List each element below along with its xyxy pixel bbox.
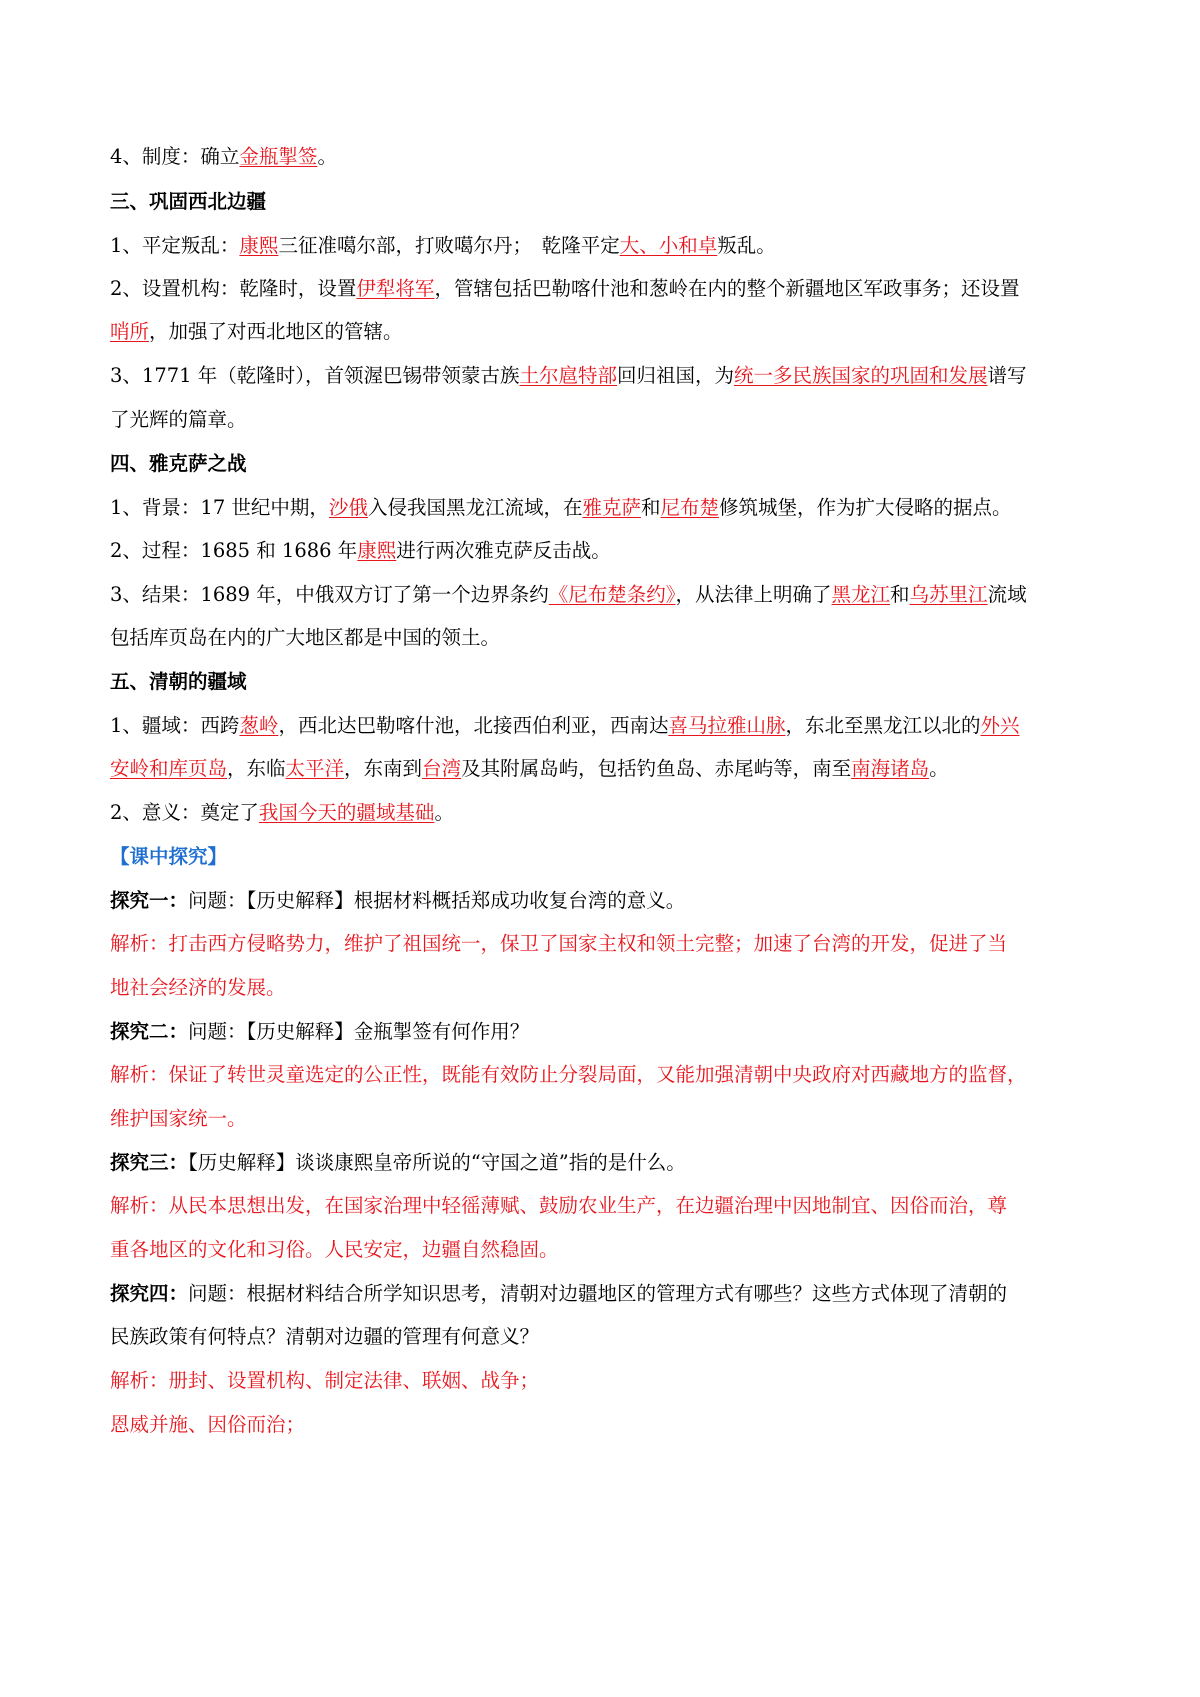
keyword: 哨所 [110,320,150,343]
text: 3、1771 年（乾隆时），首领渥巴锡带领蒙古族 [110,364,520,387]
text: ，东北至黑龙江以北的 [785,714,981,737]
text: 。 [317,145,337,168]
text: 4、制度：确立 [110,145,240,168]
inquiry-label: 探究三： [110,1151,189,1174]
paragraph-torghut [110,362,1100,390]
paragraph-institution-cont [110,318,1100,346]
inquiry-1-answer-cont: 地社会经济的发展。 [110,976,286,999]
text: 回归祖国，为 [617,364,735,387]
text: 进行两次雅克萨反击战。 [396,539,611,562]
text: 叛乱。 [717,234,776,257]
text: 2、意义：奠定了 [110,801,259,824]
keyword: 黑龙江 [831,583,891,606]
inquiry-3-answer-cont: 重各地区的文化和习俗。人民安定，边疆自然稳固。 [110,1238,559,1261]
inquiry-1-question [110,887,1100,915]
keyword: 《尼布楚条约》 [548,583,676,606]
paragraph-institution [110,275,1100,303]
heading-albazin: 四、雅克萨之战 [110,452,247,475]
text: 流域 [987,583,1027,606]
text: 1、疆域：西跨 [110,714,240,737]
paragraph-process [110,537,1100,565]
keyword: 乌苏里江 [909,583,988,606]
inquiry-3-answer: 解析：从民本思想出发，在国家治理中轻徭薄赋、鼓励农业生产，在边疆治理中因地制宜、因俗而治，尊 [110,1194,1008,1217]
text: ，管辖包括巴勒喀什池和葱岭在内的整个新疆地区军政事务；还设置 [434,277,1020,300]
keyword: 南海诸岛 [851,757,930,780]
text: 问题：【历史解释】金瓶掣签有何作用？ [188,1020,530,1043]
inquiry-4-question-cont: 民族政策有何特点？清朝对边疆的管理有何意义？ [110,1325,540,1348]
inquiry-label: 探究四： [110,1282,189,1305]
text: 1、背景：17 世纪中期， [110,496,329,519]
paragraph-torghut-cont: 了光辉的篇章。 [110,408,247,431]
keyword: 康熙 [357,539,397,562]
inquiry-2-question [110,1018,1100,1046]
text: 【历史解释】谈谈康熙皇帝所说的“守国之道”指的是什么。 [188,1151,686,1174]
keyword: 尼布楚 [660,496,719,519]
text: 。 [929,757,949,780]
keyword: 安岭和库页岛 [110,757,228,780]
keyword: 沙俄 [328,496,368,519]
keyword: 葱岭 [239,714,279,737]
paragraph-system [110,143,1100,171]
keyword: 雅克萨 [582,496,641,519]
keyword: 我国今天的疆域基础 [258,801,435,824]
keyword: 金瓶掣签 [239,145,318,168]
text: ，东临 [227,757,286,780]
inquiry-4-answer: 解析：册封、设置机构、制定法律、联姻、战争； [110,1369,540,1392]
text: 2、过程：1685 和 1686 年 [110,539,358,562]
paragraph-result-cont: 包括库页岛在内的广大地区都是中国的领土。 [110,626,501,649]
text: ，西北达巴勒喀什池，北接西伯利亚，西南达 [278,714,669,737]
keyword: 伊犁将军 [356,277,435,300]
text: 2、设置机构：乾隆时，设置 [110,277,357,300]
keyword: 喜马拉雅山脉 [668,714,786,737]
text: 入侵我国黑龙江流域，在 [367,496,583,519]
heading-northwest: 三、巩固西北边疆 [110,190,267,213]
paragraph-significance [110,799,1100,827]
text: 及其附属岛屿，包括钓鱼岛、赤尾屿等，南至 [461,757,852,780]
text: 和 [640,496,661,519]
text: 谱写 [987,364,1027,387]
inquiry-2-answer-cont: 维护国家统一。 [110,1107,247,1130]
keyword: 康熙 [239,234,279,257]
text: 修筑城堡，作为扩大侵略的据点。 [719,496,1012,519]
text: ，东南到 [344,757,423,780]
paragraph-rebellion [110,232,1100,260]
inquiry-4-answer-cont: 恩威并施、因俗而治； [110,1413,306,1436]
inquiry-label: 探究二： [110,1020,189,1043]
text: 。 [434,801,454,824]
heading-territory: 五、清朝的疆域 [110,670,247,693]
section-header-inquiry: 【课中探究】 [110,845,228,868]
keyword: 台湾 [422,757,462,780]
text: 问题：【历史解释】根据材料概括郑成功收复台湾的意义。 [188,889,686,912]
keyword: 外兴 [980,714,1020,737]
text: 3、结果：1689 年，中俄双方订了第一个边界条约 [110,583,549,606]
paragraph-result [110,581,1100,609]
keyword: 土尔扈特部 [519,364,617,387]
text: 1、平定叛乱： [110,234,240,257]
inquiry-2-answer: 解析：保证了转世灵童选定的公正性，既能有效防止分裂局面，又能加强清朝中央政府对西藏地方的监督， [110,1063,1027,1086]
inquiry-label: 探究一： [110,889,189,912]
text: 问题：根据材料结合所学知识思考，清朝对边疆地区的管理方式有哪些？这些方式体现了清朝的 [188,1282,1008,1305]
inquiry-4-question [110,1280,1100,1308]
keyword: 大、小和卓 [619,234,718,257]
keyword: 太平洋 [285,757,345,780]
text: 三征准噶尔部，打败噶尔丹； 乾隆平定 [278,234,620,257]
paragraph-background [110,494,1100,522]
text: 和 [890,583,910,606]
paragraph-territory-cont [110,755,1100,783]
text: ，加强了对西北地区的管辖。 [149,320,403,343]
inquiry-3-question [110,1149,1100,1177]
keyword: 统一多民族国家的巩固和发展 [734,364,988,387]
text: ，从法律上明确了 [675,583,832,606]
paragraph-territory [110,712,1100,740]
inquiry-1-answer: 解析：打击西方侵略势力，维护了祖国统一，保卫了国家主权和领土完整；加速了台湾的开发，促进了当 [110,932,1008,955]
